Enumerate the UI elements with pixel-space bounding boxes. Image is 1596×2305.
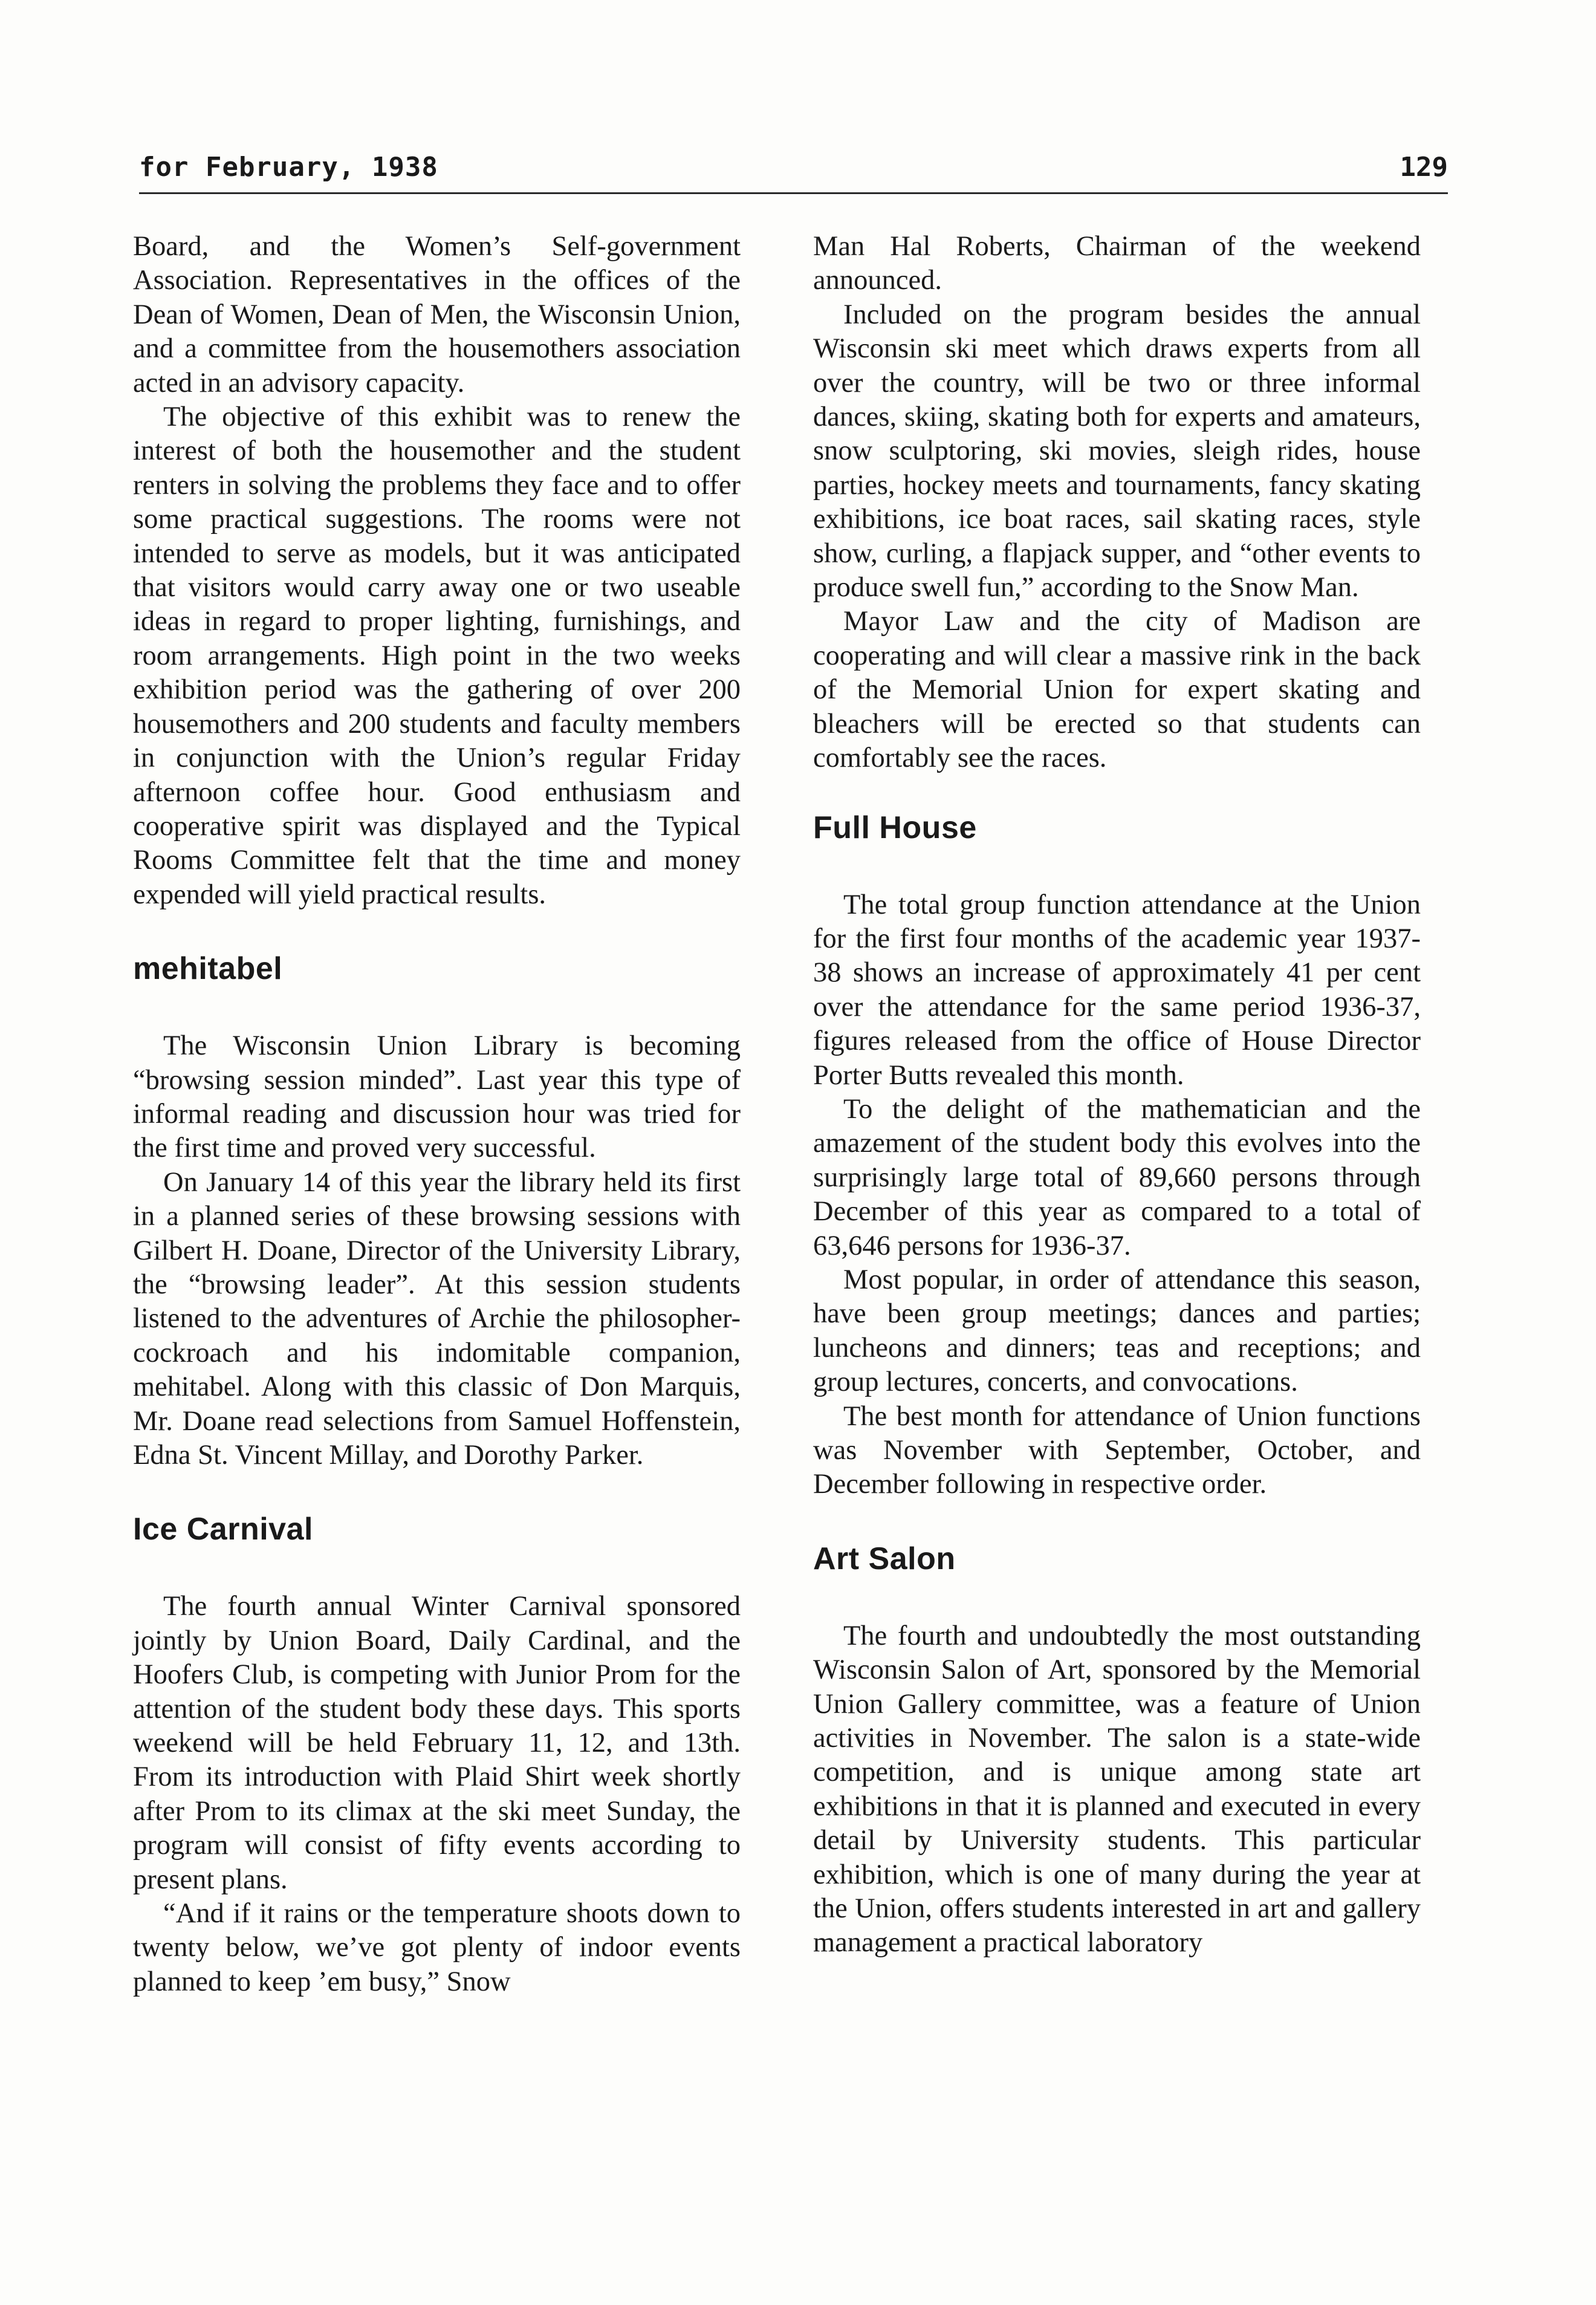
- paragraph: On January 14 of this year the library held its first in a planned series of these browsing sessions with Gilbert H. Doane, Director of the University Library, the “browsing leader”. At this session students listened to the adventures of Archie the philosopher-cockroach and his indomitable companion, mehitabel. Along with this classic of Don Marquis, Mr. Doane read selections from Samuel Hoffenstein, Edna St. Vincent Millay, and Dorothy Parker.: [133, 1166, 741, 1471]
- paragraph: The objective of this exhibit was to renew the interest of both the housemother and the student renters in solving the problems they face and to offer some practical suggestions. The rooms were not intended to serve as models, but it was anticipated that visitors would carry away one or two useable ideas in regard to proper lighting, furnishings, and room arrangements. High point in the two weeks exhibition period was the gathering of over 200 housemothers and 200 students and faculty members in conjunction with the Union’s regular Friday afternoon coffee hour. Good enthusiasm and cooperative spirit was displayed and the Typical Rooms Committee felt that the time and money expended will yield practical results.: [133, 402, 741, 910]
- paragraph: “And if it rains or the temperature shoots down to twenty below, we’ve got plenty of indoor events planned to keep ’em busy,” Snow: [133, 1898, 741, 1997]
- right-column: [813, 230, 1421, 1960]
- paragraph: The total group function attendance at the Union for the first four months of the academic year 1937-38 shows an increase of approximately 41 per cent over the attendance for the same period 1936-37, figures released from the office of House Director Porter Butts revealed this month.: [813, 889, 1421, 1091]
- paragraph: Board, and the Women’s Self-government Association. Representatives in the offices of the Dean of Women, Dean of Men, the Wisconsin Union, and a committee from the housemothers association acted in an advisory capacity.: [133, 231, 741, 398]
- section-heading-ice-carnival: Ice Carnival: [133, 1512, 313, 1547]
- paragraph: The fourth annual Winter Carnival sponsored jointly by Union Board, Daily Cardinal, and the Hoofers Club, is competing with Junior Prom for the attention of the student body these days. This sports weekend will be held February 11, 12, and 13th. From its introduction with Plaid Shirt week shortly after Prom to its climax at the ski meet Sunday, the program will consist of fifty events according to present plans.: [133, 1591, 741, 1895]
- paragraph: Mayor Law and the city of Madison are cooperating and will clear a massive rink in the back of the Memorial Union for expert skating and bleachers will be erected so that students can comfortably see the races.: [813, 606, 1421, 774]
- section-heading-art-salon: Art Salon: [813, 1541, 956, 1576]
- paragraph: Included on the program besides the annual Wisconsin ski meet which draws experts from all over the country, will be two or three informal dances, skiing, skating both for experts and amateurs, snow sculptoring, ski movies, sleigh rides, house parties, hockey meets and tournaments, fancy skating exhibitions, ice boat races, sail skating races, style show, curling, a flapjack supper, and “other events to produce swell fun,” according to the Snow Man.: [813, 299, 1421, 603]
- running-header: [139, 138, 1448, 194]
- paragraph: To the delight of the mathematician and the amazement of the student body this evolves into the surprisingly large total of 89,660 persons through December of this year as compared to a total of 63,646 persons for 1936-37.: [813, 1093, 1421, 1261]
- left-column: [133, 230, 741, 1999]
- paragraph: Man Hal Roberts, Chairman of the weekend announced.: [813, 231, 1421, 296]
- section-heading-full-house: Full House: [813, 810, 977, 845]
- section-heading-mehitabel: mehitabel: [133, 951, 283, 987]
- issue-date: for February, 1938: [139, 152, 438, 183]
- paragraph: The best month for attendance of Union functions was November with September, October, and December following in respective order.: [813, 1400, 1421, 1500]
- paragraph: The fourth and undoubtedly the most outstanding Wisconsin Salon of Art, sponsored by the Memorial Union Gallery committee, was a feature of Union activities in November. The salon is a state-wide competition, and is unique among state art exhibitions in that it is planned and executed in every detail by University students. This particular exhibition, which is one of many during the year at the Union, offers students interested in art and gallery management a practical laboratory: [813, 1620, 1421, 1959]
- paragraph: The Wisconsin Union Library is becoming “browsing session minded”. Last year this type of informal reading and discussion hour was tried for the first time and proved very successful.: [133, 1030, 741, 1164]
- paragraph: Most popular, in order of attendance this season, have been group meetings; dances and parties; luncheons and dinners; teas and receptions; and group lectures, concerts, and convocations.: [813, 1264, 1421, 1398]
- page-number: 129: [1400, 152, 1448, 183]
